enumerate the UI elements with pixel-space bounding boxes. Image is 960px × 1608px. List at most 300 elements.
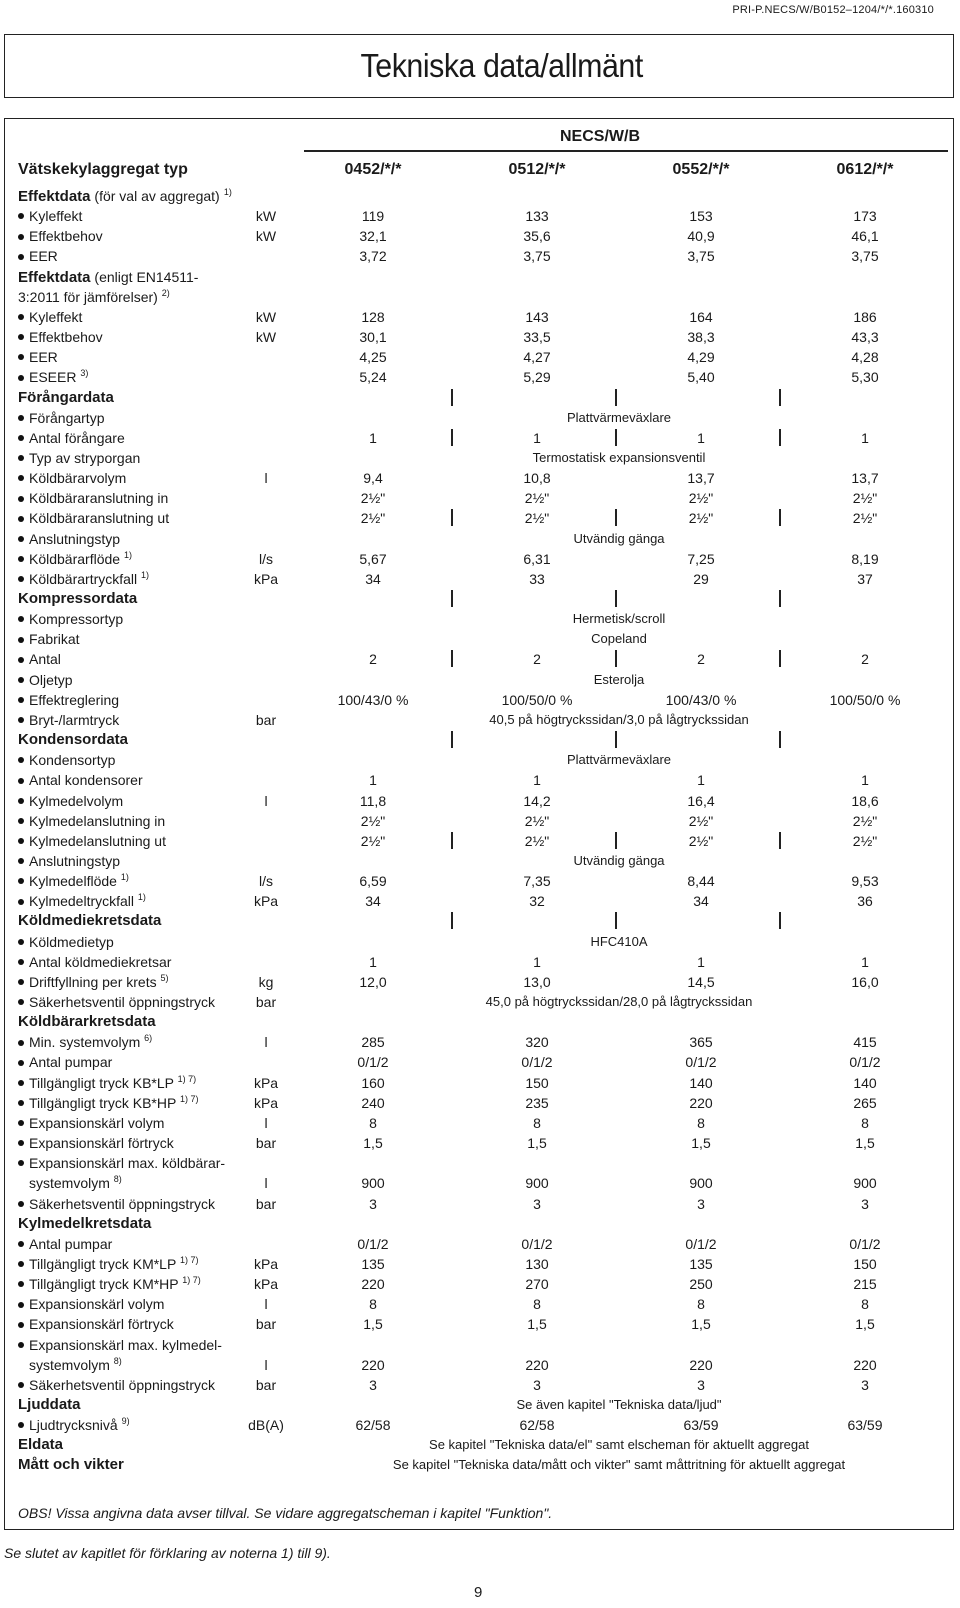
- table-cell: 8: [369, 1296, 377, 1313]
- table-cell: 1: [369, 429, 377, 446]
- spanning-cell: HFC410A: [590, 933, 648, 949]
- table-cell: 13,0: [523, 973, 551, 990]
- table-cell: 1: [369, 953, 377, 970]
- label-text: Kylmedelvolym: [29, 792, 124, 809]
- table-cell: 3: [697, 1376, 705, 1393]
- footnote-marker: 1): [223, 187, 232, 197]
- table-cell: 2½": [360, 812, 386, 829]
- table-cell: 1,5: [527, 1135, 547, 1152]
- label-text: Kyleffekt: [29, 308, 83, 325]
- table-row: [18, 287, 948, 307]
- table-cell: 2: [533, 651, 541, 668]
- table-cell: 153: [689, 208, 713, 225]
- row-label: [18, 529, 120, 549]
- row-label: [18, 549, 132, 569]
- table-cell: 32,1: [359, 228, 387, 245]
- table-cell: 3: [533, 1376, 541, 1393]
- unit: bar: [255, 994, 277, 1010]
- table-row: [18, 609, 948, 629]
- table-cell: 2: [369, 651, 377, 668]
- table-cell: 365: [689, 1034, 713, 1051]
- table-row: [18, 1274, 948, 1294]
- row-label: [18, 629, 80, 649]
- unit: kW: [255, 329, 277, 346]
- table-cell: 0/1/2: [685, 1235, 717, 1252]
- label-text: Tillgängligt tryck KM*HP: [29, 1276, 179, 1293]
- row-label: [18, 1294, 164, 1314]
- column-divider: [451, 731, 453, 748]
- table-cell: 34: [693, 893, 709, 910]
- column-divider: [615, 590, 617, 607]
- spanning-cell: Termostatisk expansionsventil: [532, 449, 706, 465]
- table-cell: 1: [861, 953, 869, 970]
- unit: kPa: [253, 1276, 279, 1293]
- table-cell: 220: [361, 1356, 385, 1373]
- table-cell: 62/58: [519, 1417, 555, 1434]
- table-cell: 1: [533, 953, 541, 970]
- group-header: NECS/W/B: [560, 128, 640, 145]
- label-text: Expansionskärl volym: [29, 1296, 165, 1313]
- table-cell: 36: [857, 893, 873, 910]
- bullet-icon: [18, 576, 24, 582]
- label-text: Säkerhetsventil öppningstryck: [29, 994, 215, 1010]
- section-header-row: [18, 388, 948, 408]
- table-row: [18, 226, 948, 246]
- section-header-row: [18, 911, 948, 931]
- table-cell: 3,75: [523, 248, 551, 265]
- bullet-icon: [18, 1040, 24, 1046]
- table-cell: 10,8: [523, 470, 551, 487]
- table-row: [18, 992, 948, 1012]
- label-text: Anslutningstyp: [29, 852, 121, 869]
- table-cell: 35,6: [523, 228, 551, 245]
- column-divider: [615, 509, 617, 526]
- table-cell: 1,5: [691, 1316, 711, 1333]
- table-cell: 8: [697, 1114, 705, 1131]
- row-label: [18, 871, 129, 891]
- section-header-row: [18, 1012, 948, 1032]
- table-cell: 0/1/2: [521, 1235, 553, 1252]
- unit: kPa: [253, 570, 279, 587]
- label-text: ESEER: [29, 369, 77, 386]
- table-cell: 8: [533, 1296, 541, 1313]
- bullet-icon: [18, 1140, 24, 1146]
- table-cell: 40,9: [687, 228, 715, 245]
- table-cell: 8,44: [687, 873, 715, 890]
- row-label: [18, 1153, 225, 1173]
- table-cell: 2½": [852, 832, 878, 849]
- column-divider: [779, 650, 781, 667]
- table-row: [18, 791, 948, 811]
- column-divider: [615, 429, 617, 446]
- table-row: [18, 569, 948, 589]
- spanning-cell: Hermetisk/scroll: [572, 611, 666, 627]
- label-text: Bryt-/larmtryck: [29, 711, 120, 728]
- unit: kW: [255, 308, 277, 325]
- bullet-icon: [18, 455, 24, 461]
- bullet-icon: [18, 1422, 24, 1428]
- table-row: [18, 1093, 948, 1113]
- table-cell: 3,75: [851, 248, 879, 265]
- table-cell: 250: [689, 1276, 713, 1293]
- label-text: Expansionskärl förtryck: [29, 1316, 174, 1333]
- table-cell: 1: [533, 772, 541, 789]
- column-divider: [451, 590, 453, 607]
- page-title: Tekniska data/allmänt: [360, 47, 643, 84]
- section-header-row: [18, 1455, 948, 1475]
- row-label: [18, 1173, 122, 1193]
- table-cell: 135: [689, 1255, 713, 1272]
- table-row: [18, 1375, 948, 1395]
- table-cell: 34: [365, 570, 381, 587]
- table-cell: 1,5: [691, 1135, 711, 1152]
- table-cell: 3: [861, 1376, 869, 1393]
- table-cell: 235: [525, 1094, 549, 1111]
- label-text: EER: [29, 349, 58, 366]
- footnote-marker: 1): [123, 549, 132, 560]
- table-row: [18, 932, 948, 952]
- table-cell: 13,7: [687, 470, 715, 487]
- row-label: [18, 851, 120, 871]
- bullet-icon: [18, 516, 24, 522]
- table-row: [18, 710, 948, 730]
- table-row: [18, 1355, 948, 1375]
- row-label: [18, 307, 82, 327]
- row-label: [18, 327, 103, 347]
- table-cell: 220: [689, 1356, 713, 1373]
- table-row: [18, 1073, 948, 1093]
- table-cell: 140: [689, 1074, 713, 1091]
- table-row: [18, 690, 948, 710]
- row-label: [18, 750, 115, 770]
- unit: l/s: [259, 873, 273, 890]
- row-label: [18, 1234, 112, 1254]
- table-cell: 63/59: [683, 1417, 719, 1434]
- label-text: Effektdata: [18, 268, 91, 286]
- label-text: Typ av stryporgan: [29, 449, 141, 466]
- row-label: [18, 1073, 196, 1093]
- table-cell: 1,5: [855, 1316, 875, 1333]
- label-text: EER: [29, 248, 58, 265]
- table-row: [18, 1153, 948, 1173]
- table-cell: 0/1/2: [357, 1054, 389, 1071]
- label-text: Driftfyllning per krets: [29, 973, 157, 990]
- label-text: systemvolym: [29, 1356, 110, 1373]
- table-cell: 46,1: [851, 228, 879, 245]
- label-text: Eldata: [18, 1436, 64, 1454]
- row-label: [18, 1032, 152, 1052]
- row-label: [18, 508, 169, 528]
- column-divider: [615, 832, 617, 849]
- table-cell: 2½": [688, 812, 714, 829]
- table-cell: 3: [369, 1195, 377, 1212]
- table-cell: 1: [369, 772, 377, 789]
- table-cell: 33,5: [523, 329, 551, 346]
- table-cell: 1,5: [363, 1135, 383, 1152]
- label-text: systemvolym: [29, 1175, 110, 1192]
- footnote-marker: 9): [121, 1416, 130, 1427]
- table-cell: 16,4: [687, 792, 715, 809]
- row-label: [18, 347, 58, 367]
- label-text: Förångardata: [18, 388, 114, 406]
- footnote-marker: 5): [160, 972, 169, 983]
- row-label: [18, 1133, 174, 1153]
- label-text: Effektreglering: [29, 691, 120, 708]
- row-label: [18, 609, 123, 629]
- bullet-icon: [18, 475, 24, 481]
- section-title: [18, 730, 128, 750]
- label-text: Fabrikat: [29, 631, 80, 648]
- row-label: [18, 952, 171, 972]
- table-cell: 14,2: [523, 792, 551, 809]
- column-header: 0552/*/*: [672, 161, 730, 178]
- footnote-marker: 6): [144, 1033, 153, 1044]
- table-row: [18, 1113, 948, 1133]
- label-text: Förångartyp: [29, 409, 105, 426]
- bullet-icon: [18, 757, 24, 763]
- table-cell: 14,5: [687, 973, 715, 990]
- spanning-cell: Esterolja: [593, 671, 645, 687]
- table-cell: 130: [525, 1255, 549, 1272]
- table-row: [18, 529, 948, 549]
- bullet-icon: [18, 1322, 24, 1328]
- table-cell: 29: [693, 570, 709, 587]
- table-cell: 900: [689, 1175, 713, 1192]
- table-cell: 0/1/2: [357, 1235, 389, 1252]
- section-title: [18, 1012, 156, 1032]
- table-cell: 8: [861, 1114, 869, 1131]
- table-cell: 140: [853, 1074, 877, 1091]
- row-label: [18, 246, 58, 266]
- bullet-icon: [18, 1241, 24, 1247]
- table-cell: 4,29: [687, 349, 715, 366]
- table-cell: 8: [697, 1296, 705, 1313]
- unit: kg: [258, 973, 274, 990]
- label-text: Antal pumpar: [29, 1054, 113, 1071]
- row-label: [18, 1113, 164, 1133]
- row-label: [18, 468, 126, 488]
- label-text: Tillgängligt tryck KB*HP: [29, 1094, 177, 1111]
- unit: kPa: [253, 893, 279, 910]
- bullet-icon: [18, 1080, 24, 1086]
- table-cell: 150: [525, 1074, 549, 1091]
- unit: l: [264, 1034, 268, 1051]
- table-cell: 5,67: [359, 550, 387, 567]
- row-label: [18, 287, 170, 307]
- table-row: [18, 1314, 948, 1334]
- table-cell: 0/1/2: [849, 1235, 881, 1252]
- section-header-row: [18, 1435, 948, 1455]
- table-row: [18, 649, 948, 669]
- bullet-icon: [18, 375, 24, 381]
- section-title: [18, 1435, 63, 1455]
- column-header-row: [18, 160, 948, 180]
- bullet-icon: [18, 798, 24, 804]
- label-text: Kylmedelanslutning in: [29, 812, 166, 829]
- bullet-icon: [18, 677, 24, 683]
- group-header-rule: [304, 150, 948, 152]
- bullet-icon: [18, 354, 24, 360]
- table-row: [18, 972, 948, 992]
- table-cell: 900: [525, 1175, 549, 1192]
- label-text: Kompressordata: [18, 590, 138, 607]
- column-divider: [451, 912, 453, 929]
- table-cell: 2: [697, 651, 705, 668]
- label-extra: (för val av aggregat): [90, 188, 220, 204]
- bullet-icon: [18, 1281, 24, 1287]
- column-divider: [615, 912, 617, 929]
- row-label: [18, 770, 143, 790]
- section-header-row: [18, 267, 948, 287]
- bullet-icon: [18, 314, 24, 320]
- label-text: Antal: [29, 651, 61, 668]
- table-row: [18, 327, 948, 347]
- bullet-icon: [18, 496, 24, 502]
- table-row: [18, 206, 948, 226]
- row-label: [18, 1194, 215, 1214]
- label-text: Expansionskärl volym: [29, 1114, 165, 1131]
- table-row: [18, 508, 948, 528]
- table-cell: 3: [533, 1195, 541, 1212]
- table-cell: 2½": [360, 832, 386, 849]
- table-cell: 8: [861, 1296, 869, 1313]
- table-cell: 220: [689, 1094, 713, 1111]
- table-cell: 900: [361, 1175, 385, 1192]
- table-cell: 2½": [688, 490, 714, 507]
- row-label: [18, 1335, 222, 1355]
- label-text: Effektbehov: [29, 329, 103, 346]
- table-cell: 63/59: [847, 1417, 883, 1434]
- label-text: Kylmedelanslutning ut: [29, 832, 166, 849]
- bullet-icon: [18, 1201, 24, 1207]
- label-text: Köldbärarflöde: [29, 550, 121, 567]
- label-text: Köldbärarvolym: [29, 470, 127, 487]
- unit: l: [264, 792, 268, 809]
- bullet-icon: [18, 959, 24, 965]
- table-cell: 3: [861, 1195, 869, 1212]
- bullet-icon: [18, 999, 24, 1005]
- table-row: [18, 1254, 948, 1274]
- label-text: Säkerhetsventil öppningstryck: [29, 1376, 215, 1393]
- label-text: Ljudtrycksnivå: [29, 1417, 118, 1434]
- bullet-icon: [18, 697, 24, 703]
- label-text: Kondensortyp: [29, 752, 116, 769]
- spanning-cell: Utvändig gänga: [573, 852, 665, 868]
- table-row: [18, 871, 948, 891]
- section-title: [18, 1395, 81, 1415]
- table-row: [18, 307, 948, 327]
- table-cell: 150: [853, 1255, 877, 1272]
- table-row: [18, 1052, 948, 1072]
- label-text: Expansionskärl max. kylmedel-: [29, 1336, 222, 1353]
- table-cell: 285: [361, 1034, 385, 1051]
- footnote-marker: 8): [113, 1174, 122, 1185]
- table-cell: 2: [861, 651, 869, 668]
- column-header: 0452/*/*: [344, 161, 402, 178]
- section-header-row: [18, 186, 948, 206]
- table-row: [18, 448, 948, 468]
- label-extra: (enligt EN14511-: [90, 268, 199, 285]
- bullet-icon: [18, 657, 24, 663]
- column-divider: [779, 832, 781, 849]
- unit: l: [264, 1296, 268, 1313]
- table-cell: 9,53: [851, 873, 879, 890]
- table-cell: 5,29: [523, 369, 551, 386]
- table-cell: 100/50/0 %: [501, 691, 573, 708]
- bullet-icon: [18, 637, 24, 643]
- bullet-icon: [18, 1100, 24, 1106]
- unit: bar: [255, 1135, 277, 1152]
- bullet-icon: [18, 979, 24, 985]
- table-cell: 173: [853, 208, 877, 225]
- table-row: [18, 1173, 948, 1193]
- column-header: 0512/*/*: [508, 161, 566, 178]
- table-cell: 2½": [852, 490, 878, 507]
- row-label: [18, 831, 166, 851]
- section-title: [18, 267, 198, 288]
- column-divider: [779, 912, 781, 929]
- table-row: [18, 952, 948, 972]
- row-label: [18, 649, 61, 669]
- unit: dB(A): [248, 1417, 284, 1434]
- bullet-icon: [18, 858, 24, 864]
- table-cell: 6,59: [359, 873, 387, 890]
- label-text: Köldmediekretsdata: [18, 912, 162, 930]
- unit: l/s: [259, 550, 273, 567]
- bullet-icon: [18, 1120, 24, 1126]
- unit: l: [264, 1175, 268, 1192]
- table-cell: 6,31: [523, 550, 551, 567]
- bullet-icon: [18, 1261, 24, 1267]
- row-label: [18, 891, 146, 911]
- label-text: Kylmedeltryckfall: [29, 893, 135, 910]
- table-cell: 8,19: [851, 550, 879, 567]
- table-cell: 1,5: [527, 1316, 547, 1333]
- table-cell: 1: [697, 429, 705, 446]
- table-cell: 1,5: [855, 1135, 875, 1152]
- table-row: [18, 347, 948, 367]
- obs-note: OBS! Vissa angivna data avser tillval. Se vidare aggregatscheman i kapitel "Funktion".: [18, 1505, 553, 1521]
- row-label: [18, 992, 215, 1012]
- row-label: [18, 1314, 174, 1334]
- label-text: Köldbärartryckfall: [29, 570, 138, 587]
- table-cell: 2½": [524, 812, 550, 829]
- table-cell: 164: [689, 308, 713, 325]
- footnote-marker: 1) 7): [179, 1254, 199, 1265]
- column-divider: [615, 731, 617, 748]
- label-text: Köldbäraranslutning in: [29, 490, 169, 507]
- footnote-marker: 1) 7): [182, 1275, 201, 1286]
- unit: kW: [255, 228, 277, 245]
- table-row: [18, 1294, 948, 1314]
- column-divider: [615, 650, 617, 667]
- table-cell: 2½": [360, 510, 386, 527]
- table-cell: 135: [361, 1255, 385, 1272]
- row-label: [18, 367, 88, 387]
- footnote-marker: 1): [120, 872, 129, 883]
- table-cell: 100/50/0 %: [829, 691, 901, 708]
- column-divider: [451, 650, 453, 667]
- table-cell: 160: [361, 1074, 385, 1091]
- spanning-cell: 45,0 på högtryckssidan/28,0 på lågtryckssidan: [485, 994, 753, 1009]
- spanning-cell: Se även kapitel "Tekniska data/ljud": [516, 1397, 722, 1412]
- label-text: Tillgängligt tryck KM*LP: [29, 1255, 177, 1272]
- table-row: [18, 1415, 948, 1435]
- table-row: [18, 246, 948, 266]
- label-text: Kylmedelkretsdata: [18, 1214, 152, 1232]
- table-cell: 1: [697, 772, 705, 789]
- row-label: [18, 1274, 201, 1294]
